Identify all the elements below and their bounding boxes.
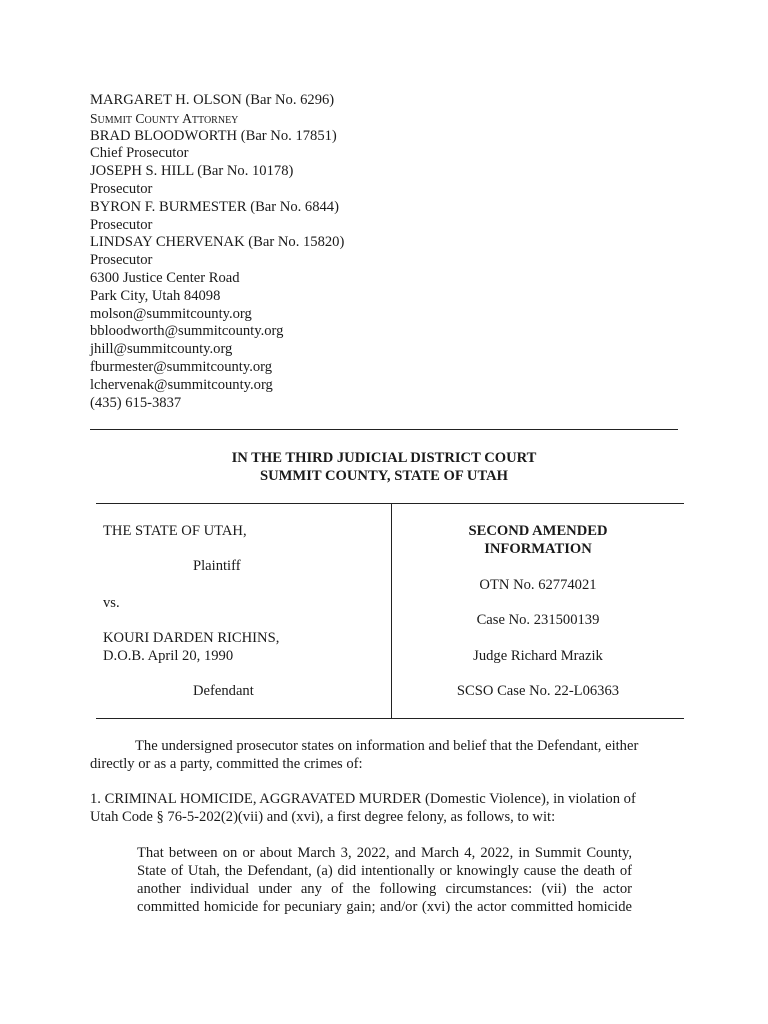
- scso-case-number: SCSO Case No. 22-L06363: [456, 683, 620, 699]
- court-line-2: SUMMIT COUNTY, STATE OF UTAH: [260, 468, 508, 484]
- judge-name: Judge Richard Mrazik: [473, 648, 603, 664]
- email: molson@summitcounty.org: [90, 305, 252, 322]
- attorney-block: [90, 92, 344, 412]
- attorney-title: Prosecutor: [90, 180, 153, 197]
- defendant-label: Defendant: [193, 683, 254, 699]
- address-city: Park City, Utah 84098: [90, 287, 221, 304]
- defendant-name: KOURI DARDEN RICHINS,: [103, 630, 280, 646]
- attorney-name: JOSEPH S. HILL (Bar No. 10178): [90, 163, 294, 180]
- intro-line-2: directly or as a party, committed the crimes of:: [90, 756, 363, 772]
- attorney-title: Prosecutor: [90, 216, 153, 233]
- paragraph-line: State of Utah, the Defendant, (a) did intentionally or knowingly cause the death of: [137, 863, 632, 879]
- document-title: SECOND AMENDED: [468, 523, 608, 539]
- email: lchervenak@summitcounty.org: [90, 376, 273, 393]
- email: fburmester@summitcounty.org: [90, 358, 273, 375]
- defendant-dob: D.O.B. April 20, 1990: [103, 648, 234, 664]
- court-heading: [0, 449, 768, 485]
- intro-paragraph: [90, 737, 660, 773]
- intro-line-1: The undersigned prosecutor states on information and belief that the Defendant, either: [135, 738, 639, 754]
- email: jhill@summitcounty.org: [90, 341, 233, 358]
- attorney-title: Summit County Attorney: [90, 110, 239, 126]
- attorney-name: BRAD BLOODWORTH (Bar No. 17851): [90, 127, 337, 144]
- email: bbloodworth@summitcounty.org: [90, 323, 284, 340]
- case-number: Case No. 231500139: [476, 612, 600, 628]
- otn-number: OTN No. 62774021: [479, 577, 597, 593]
- versus: vs.: [103, 595, 120, 611]
- plaintiff-label: Plaintiff: [193, 558, 241, 574]
- attorney-title: Prosecutor: [90, 252, 153, 269]
- paragraph-line: committed homicide for pecuniary gain; and/or (xvi) the actor committed homicide: [137, 899, 632, 915]
- paragraph-line: another individual under any of the following circumstances: (vii) the actor: [137, 881, 632, 897]
- court-line-1: IN THE THIRD JUDICIAL DISTRICT COURT: [231, 450, 537, 466]
- attorney-name: LINDSAY CHERVENAK (Bar No. 15820): [90, 234, 345, 251]
- attorney-name: MARGARET H. OLSON (Bar No. 6296): [90, 92, 335, 108]
- phone: (435) 615-3837: [90, 394, 182, 411]
- plaintiff-name: THE STATE OF UTAH,: [103, 523, 247, 539]
- count-1-heading: [90, 790, 660, 826]
- count-1-line-2: Utah Code § 76-5-202(2)(vii) and (xvi), a first degree felony, as follows, to wit:: [90, 809, 556, 825]
- paragraph-line: That between on or about March 3, 2022, and March 4, 2022, in Summit County,: [137, 845, 632, 861]
- attorney-name: BYRON F. BURMESTER (Bar No. 6844): [90, 198, 339, 215]
- attorney-title: Chief Prosecutor: [90, 145, 189, 162]
- header-divider: [90, 429, 678, 430]
- document-title-2: INFORMATION: [484, 541, 592, 557]
- count-1-paragraph: [137, 844, 632, 916]
- count-1-line-1: 1. CRIMINAL HOMICIDE, AGGRAVATED MURDER (Domestic Violence), in violation of: [90, 791, 636, 807]
- case-caption: [96, 503, 684, 719]
- address-street: 6300 Justice Center Road: [90, 269, 240, 286]
